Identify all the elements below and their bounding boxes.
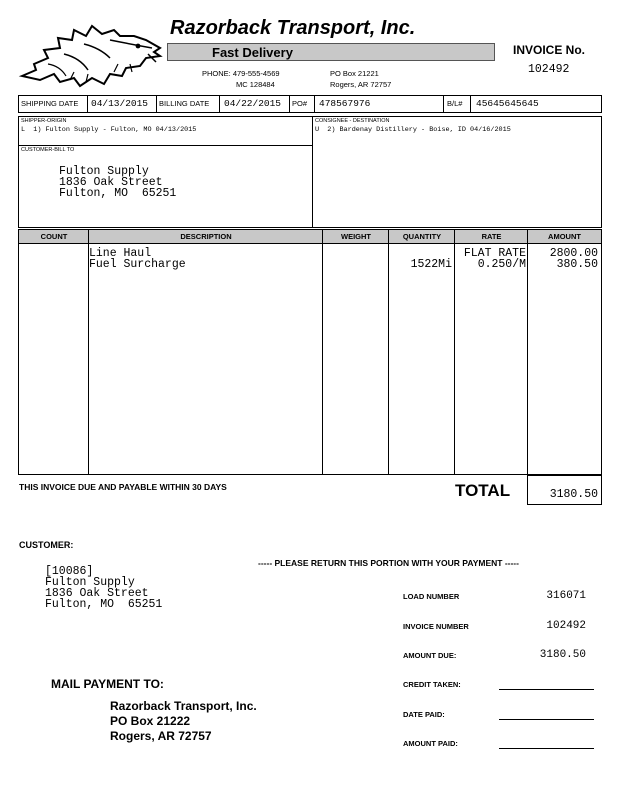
total-value: 3180.50 [549, 488, 598, 501]
table-row-1-rate: FLAT RATE [463, 247, 526, 260]
load-number-label: LOAD NUMBER [403, 592, 460, 601]
company-name: Razorback Transport, Inc. [170, 17, 416, 39]
consignee-line: U 2) Bardenay Distillery - Boise, ID 04/16/2015 [315, 126, 511, 134]
bl-value: 45645645645 [476, 98, 539, 109]
table-row-2-description: Fuel Surcharge [89, 258, 186, 271]
invoice-number-value: 102492 [546, 620, 586, 632]
customer-id: [10086] [45, 565, 94, 578]
invoice-label: INVOICE No. [513, 43, 586, 57]
shipping-date-value: 04/13/2015 [91, 98, 149, 109]
amount-due-label: AMOUNT DUE: [403, 651, 457, 660]
col-count-header: COUNT [40, 232, 68, 241]
date-paid-label: DATE PAID: [403, 710, 445, 719]
customer-name: Fulton Supply [45, 576, 135, 589]
bill-to-label: CUSTOMER-BILL TO [21, 147, 75, 153]
mail-name: Razorback Transport, Inc. [110, 699, 257, 713]
bl-label: B/L# [447, 99, 463, 108]
items-table-header [19, 230, 601, 244]
billing-date-label: BILLING DATE [159, 99, 210, 108]
tagline-text: Fast Delivery [212, 45, 293, 60]
customer-city: Fulton, MO 65251 [45, 598, 163, 611]
table-row-2-rate: 0.250/M [477, 258, 526, 271]
mail-payment-label: MAIL PAYMENT TO: [51, 677, 164, 691]
amount-due-value: 3180.50 [539, 649, 586, 661]
col-quantity-header: QUANTITY [402, 232, 442, 241]
total-label: TOTAL [455, 481, 511, 500]
mail-city: Rogers, AR 72757 [110, 729, 212, 743]
customer-label: CUSTOMER: [19, 540, 74, 550]
col-description-header: DESCRIPTION [180, 232, 232, 241]
return-notice: ----- PLEASE RETURN THIS PORTION WITH YOUR PAYMENT ----- [258, 558, 519, 568]
company-city: Rogers, AR 72757 [330, 80, 392, 89]
bill-to-city: Fulton, MO 65251 [59, 187, 177, 200]
bill-to-street: 1836 Oak Street [59, 176, 163, 189]
company-mc: MC 128484 [236, 80, 275, 89]
due-notice: THIS INVOICE DUE AND PAYABLE WITHIN 30 DAYS [19, 482, 227, 492]
col-rate-header: RATE [481, 232, 502, 241]
invoice-number: 102492 [528, 63, 570, 76]
amount-paid-line[interactable] [499, 748, 594, 749]
mail-po: PO Box 21222 [110, 714, 191, 728]
credit-taken-line[interactable] [499, 689, 594, 690]
po-label: PO# [292, 99, 308, 108]
company-po-box: PO Box 21221 [330, 69, 379, 78]
po-value: 478567976 [319, 98, 371, 109]
invoice-number-label: INVOICE NUMBER [403, 622, 469, 631]
shipper-line: L 1) Fulton Supply - Fulton, MO 04/13/2015 [21, 126, 197, 134]
col-weight-header: WEIGHT [341, 232, 371, 241]
date-paid-line[interactable] [499, 719, 594, 720]
tagline-banner [167, 43, 495, 61]
credit-taken-label: CREDIT TAKEN: [403, 680, 461, 689]
shipping-date-label: SHIPPING DATE [21, 99, 79, 108]
table-row-2-quantity: 1522Mi [410, 258, 452, 271]
col-amount-header: AMOUNT [548, 232, 581, 241]
bill-to-name: Fulton Supply [59, 165, 149, 178]
amount-paid-label: AMOUNT PAID: [403, 739, 458, 748]
razorback-logo-icon [14, 14, 164, 90]
shipper-label: SHIPPER-ORIGIN [21, 118, 67, 124]
company-phone: PHONE: 479-555-4569 [202, 69, 280, 78]
consignee-label: CONSIGNEE - DESTINATION [315, 118, 390, 124]
table-row-2-amount: 380.50 [556, 258, 598, 271]
load-number-value: 316071 [546, 590, 586, 602]
customer-street: 1836 Oak Street [45, 587, 149, 600]
billing-date-value: 04/22/2015 [224, 98, 282, 109]
table-row-1-amount: 2800.00 [549, 247, 598, 260]
table-row-1-description: Line Haul [89, 247, 152, 260]
